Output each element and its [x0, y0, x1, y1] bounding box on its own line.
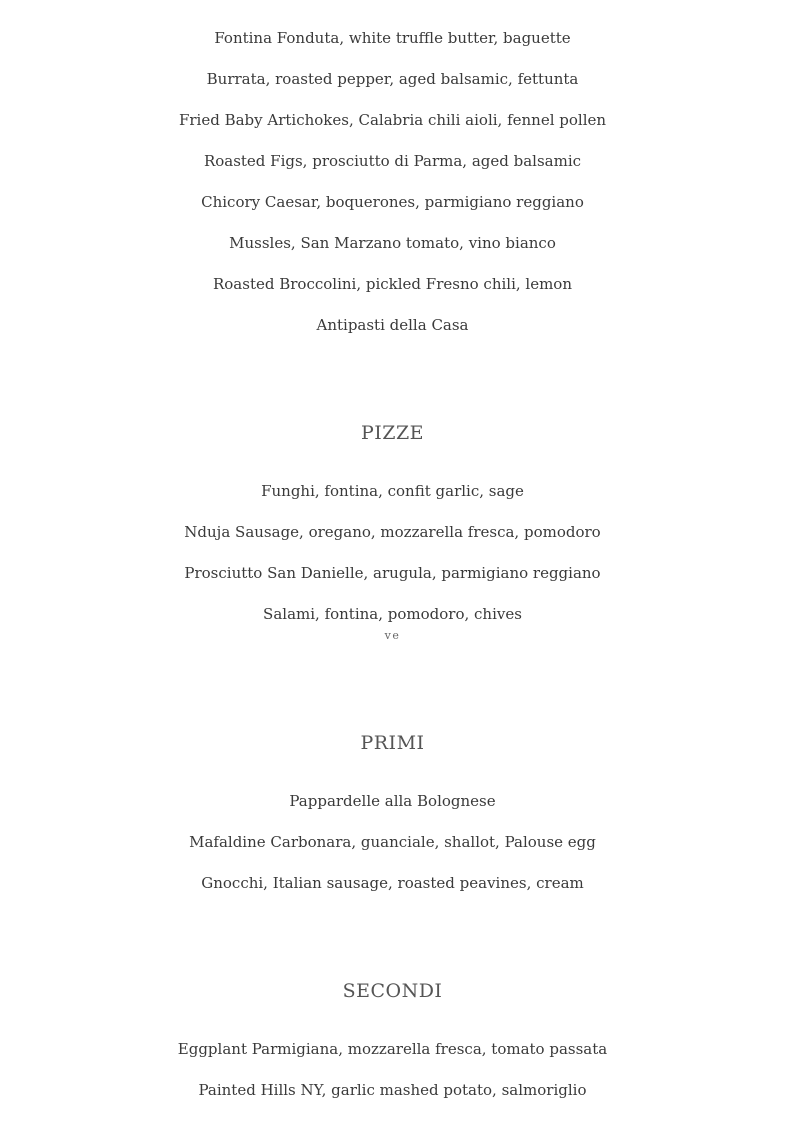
menu-item: Fried Baby Artichokes, Calabria chili aioli, fennel pollen — [178, 111, 607, 129]
section-title-secondi: SECONDI — [342, 980, 443, 1002]
menu-item: Chicory Caesar, boquerones, parmigiano reggiano — [201, 193, 584, 211]
menu-item: Antipasti della Casa — [316, 316, 469, 334]
menu-item: Painted Hills NY, garlic mashed potato, salmoriglio — [198, 1081, 587, 1099]
menu-item: Fontina Fonduta, white truffle butter, baguette — [214, 29, 571, 47]
menu-item: Burrata, roasted pepper, aged balsamic, fettunta — [206, 70, 579, 88]
menu-item: Roasted Figs, prosciutto di Parma, aged balsamic — [203, 152, 582, 170]
menu-item: Prosciutto San Danielle, arugula, parmigiano reggiano — [184, 564, 601, 582]
menu-item: Funghi, fontina, confit garlic, sage — [261, 482, 524, 500]
menu-item: Eggplant Parmigiana, mozzarella fresca, tomato passata — [177, 1040, 608, 1058]
section-title-pizze: PIZZE — [360, 422, 425, 444]
menu-item: Salami, fontina, pomodoro, chives — [263, 605, 522, 623]
menu-item: Roasted Broccolini, pickled Fresno chili, lemon — [212, 275, 572, 293]
dietary-note: ve — [384, 629, 401, 642]
menu-item: Gnocchi, Italian sausage, roasted peavines, cream — [201, 874, 584, 892]
section-title-primi: PRIMI — [360, 732, 425, 754]
menu-item: Pappardelle alla Bolognese — [289, 792, 496, 810]
menu-item: Mafaldine Carbonara, guanciale, shallot, Palouse egg — [189, 833, 596, 851]
menu-item: Nduja Sausage, oregano, mozzarella fresca, pomodoro — [184, 523, 601, 541]
menu-item: Mussles, San Marzano tomato, vino bianco — [229, 234, 556, 252]
